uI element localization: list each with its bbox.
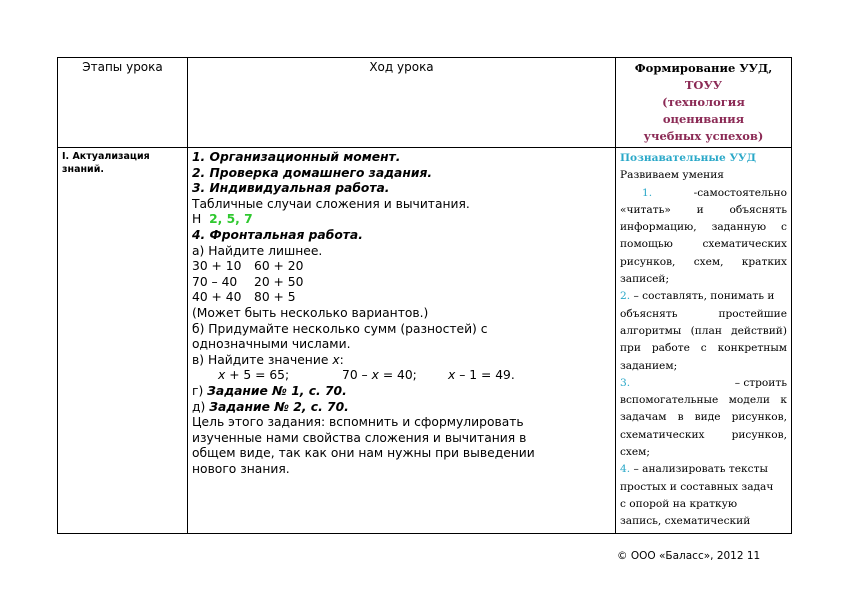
- goal-line1: Цель этого задания: вспомнить и сформулировать: [192, 415, 524, 430]
- header-row: [58, 58, 792, 148]
- header-uud-title: Формирование УУД,: [634, 61, 773, 75]
- stage-cell: [58, 148, 188, 534]
- expr-row-2: [192, 275, 611, 291]
- lesson-flow-cell: [188, 148, 616, 534]
- uud-line: заданием;: [620, 359, 678, 372]
- numbers-line: [192, 212, 611, 228]
- uud-item4-text: – анализировать тексты: [630, 463, 768, 476]
- uud-line: «читать» и объяснять: [620, 203, 787, 216]
- task-c-suffix: :: [339, 352, 344, 367]
- uud-item1-text: -самостоятельно: [693, 186, 787, 199]
- task-g-prefix: г): [192, 383, 208, 398]
- task-a: а) Найдите лишнее.: [192, 243, 323, 258]
- numbers-green: 2, 5, 7: [209, 212, 253, 227]
- equation-2: [342, 368, 448, 384]
- lesson-table: [57, 57, 792, 534]
- expr: 30 + 10: [192, 259, 242, 274]
- task-b-line1: б) Придумайте несколько сумм (разностей) с: [192, 321, 488, 336]
- eq1-var: х: [218, 368, 226, 383]
- step-homework: 2. Проверка домашнего задания.: [192, 165, 433, 180]
- uud-item4-line1: [620, 461, 787, 478]
- uud-line: запись, схематический: [620, 515, 751, 528]
- eq2-start: 70 –: [342, 368, 372, 383]
- numbers-prefix: Н: [192, 212, 202, 227]
- stage-row: [58, 148, 792, 534]
- uud-item4-number: 4.: [620, 463, 631, 476]
- header-uud: [616, 58, 792, 148]
- expr: 80 + 5: [254, 290, 296, 305]
- step-org: 1. Организационный момент.: [192, 150, 401, 164]
- eq3-var: х: [448, 368, 456, 383]
- eq1-rest: + 5 = 65;: [225, 368, 290, 383]
- header-tech-line2: учебных успехов): [643, 129, 764, 143]
- expr-row-1: [192, 259, 611, 275]
- uud-line: помощью схематических: [620, 238, 787, 251]
- goal-line3: общем виде, так как они нам нужны при выведении: [192, 446, 535, 461]
- uud-item1-line1: [620, 185, 787, 202]
- header-lesson-flow: Ход урока: [188, 58, 616, 148]
- step-individual: 3. Индивидуальная работа.: [192, 181, 390, 196]
- expr: 40 + 40: [192, 290, 242, 305]
- uud-line: информацию, заданную с: [620, 221, 787, 234]
- header-touu: ТОУУ: [684, 78, 723, 92]
- expr-row-3: [192, 290, 611, 306]
- uud-item2-text: – составлять, понимать и: [630, 290, 775, 303]
- variants-note: (Может быть несколько вариантов.): [192, 305, 429, 320]
- uud-item3-text: – строить: [734, 376, 787, 389]
- task-d-prefix: д): [192, 399, 210, 414]
- eq3-rest: – 1 = 49.: [455, 368, 515, 383]
- uud-item3-number: 3.: [620, 376, 631, 389]
- eq2-var: х: [371, 368, 379, 383]
- uud-line: рисунков, схем, кратких: [620, 255, 787, 268]
- footer-copyright: © ООО «Баласс», 2012 11: [617, 550, 761, 562]
- task-c-var: х: [332, 352, 340, 367]
- task-d: [192, 400, 611, 416]
- expr: 20 + 50: [254, 274, 304, 289]
- uud-line: вспомогательные модели к: [620, 394, 787, 407]
- goal-line4: нового знания.: [192, 461, 290, 476]
- header-tech-line1: (технология оценивания: [662, 95, 745, 126]
- eq2-rest: = 40;: [378, 368, 417, 383]
- goal-line2: изученные нами свойства сложения и вычитания в: [192, 430, 527, 445]
- task-g-ref: Задание № 1, с. 70.: [207, 383, 347, 398]
- expr: 60 + 20: [254, 259, 304, 274]
- task-c: [192, 353, 611, 369]
- equation-1: [218, 368, 342, 384]
- task-d-ref: Задание № 2, с. 70.: [209, 399, 349, 414]
- table-cases-text: Табличные случаи сложения и вычитания.: [192, 196, 470, 211]
- step-frontal: 4. Фронтальная работа.: [192, 227, 363, 242]
- equations-row: [192, 368, 611, 384]
- uud-item3-line1: [620, 375, 787, 392]
- uud-line: объяснять простейшие: [620, 307, 787, 320]
- uud-cell: [616, 148, 792, 534]
- uud-line: схематических рисунков,: [620, 428, 787, 441]
- uud-line: записей;: [620, 273, 670, 286]
- uud-line: схем;: [620, 446, 650, 459]
- uud-item2-number: 2.: [620, 290, 631, 303]
- uud-intro: Развиваем умения: [620, 169, 724, 182]
- stage-line1: I. Актуализация: [62, 151, 150, 162]
- task-b-line2: однозначными числами.: [192, 337, 351, 352]
- stage-line2: знаний.: [62, 164, 104, 175]
- equation-3: [448, 368, 515, 382]
- uud-line: простых и составных задач: [620, 480, 774, 493]
- header-stages: Этапы урока: [58, 58, 188, 148]
- uud-title: Познавательные УУД: [620, 152, 757, 164]
- task-c-prefix: в) Найдите значение: [192, 352, 333, 367]
- uud-line: задачам в виде рисунков,: [620, 411, 787, 424]
- uud-item2-line1: [620, 288, 787, 305]
- uud-line: при работе с конкретным: [620, 342, 787, 355]
- expr: 70 – 40: [192, 274, 238, 289]
- uud-line: алгоритмы (план действий): [620, 324, 787, 337]
- uud-item1-number: 1.: [642, 186, 653, 199]
- task-g: [192, 384, 611, 400]
- uud-line: с опорой на краткую: [620, 497, 738, 510]
